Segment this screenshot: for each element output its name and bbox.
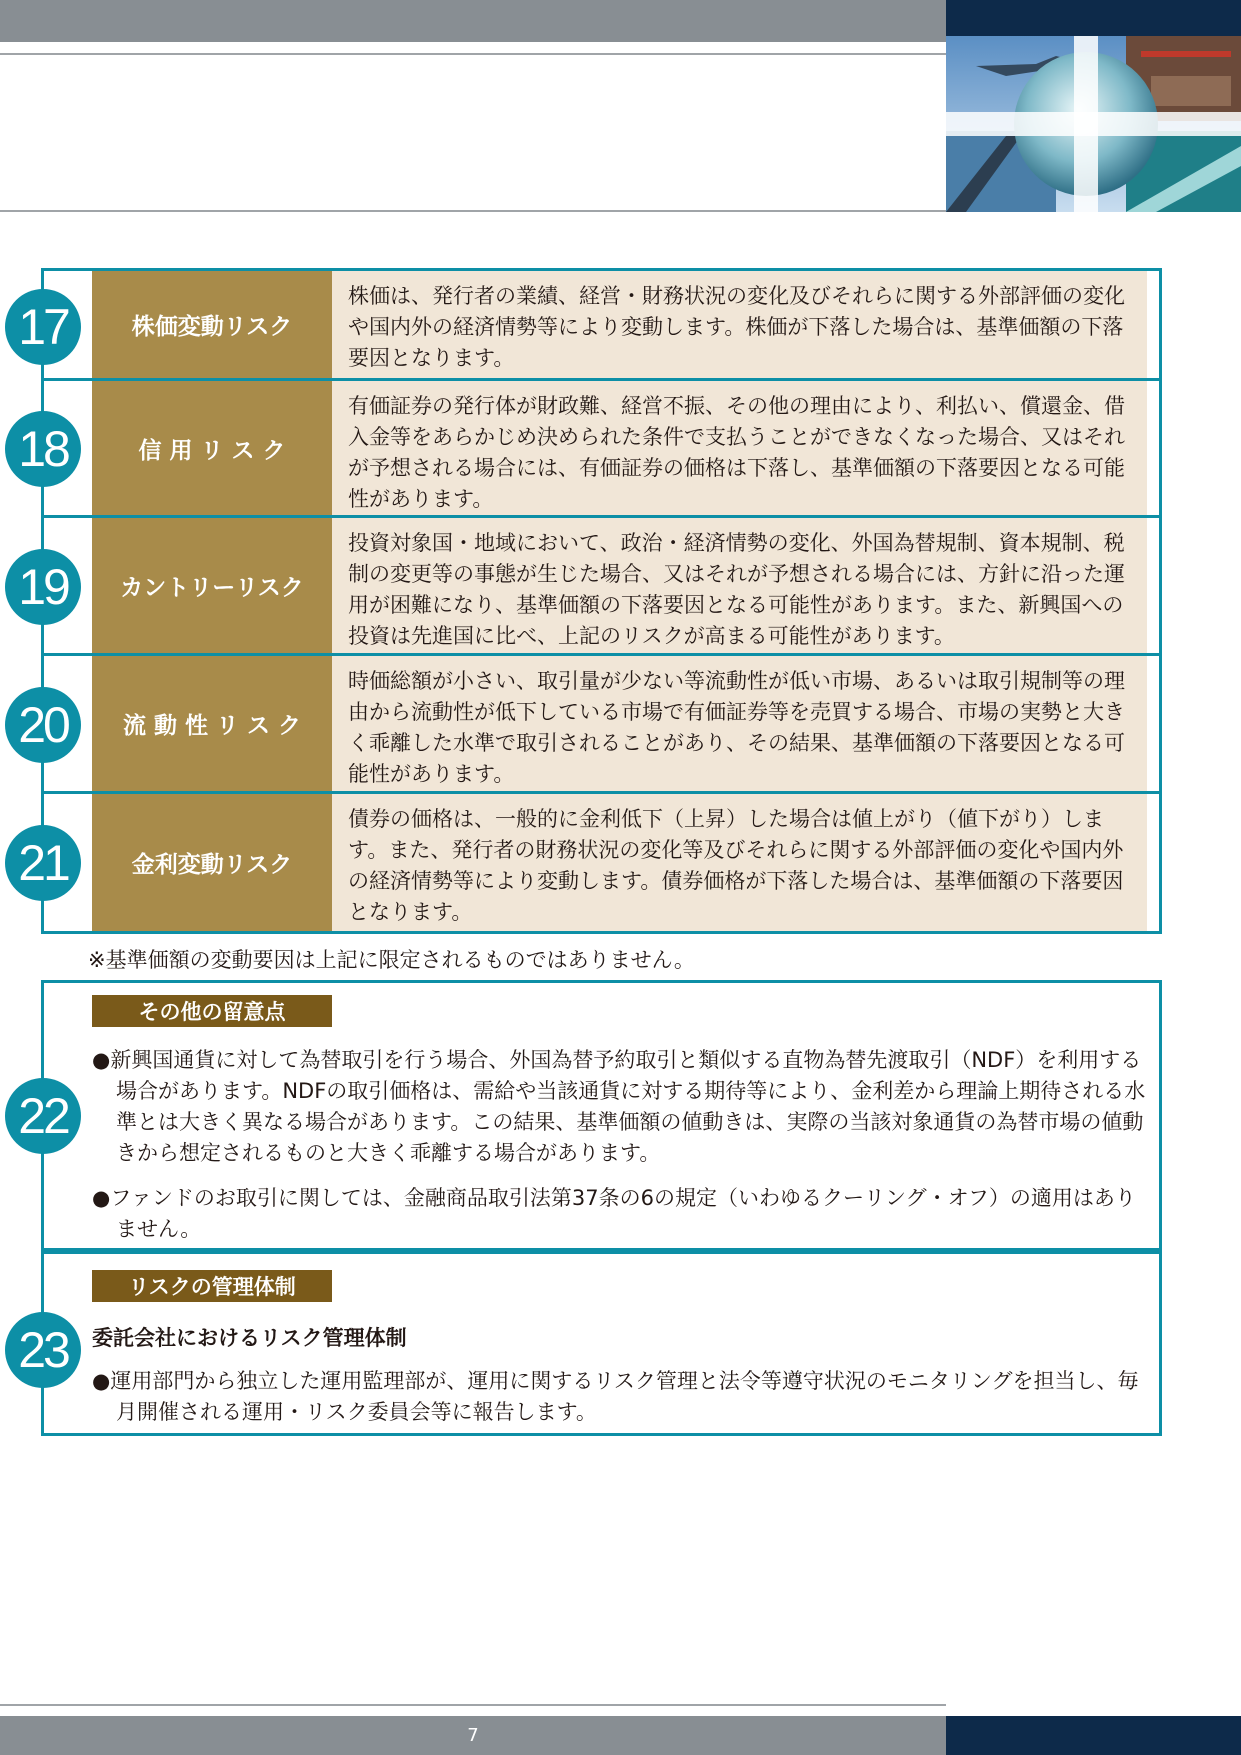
management-box <box>41 1251 1162 1436</box>
risk-name: カントリーリスク <box>92 518 332 653</box>
header-accent <box>946 0 1241 36</box>
risk-table <box>41 268 1162 934</box>
risk-row <box>44 515 1159 653</box>
header-bar <box>0 0 946 42</box>
section-number-badge: 22 <box>5 1078 81 1154</box>
section-tag: その他の留意点 <box>92 995 332 1027</box>
risk-number-badge: 21 <box>5 825 81 901</box>
section-tag: リスクの管理体制 <box>92 1270 332 1302</box>
footnote: ※基準価額の変動要因は上記に限定されるものではありません。 <box>88 948 695 972</box>
management-subhead: 委託会社におけるリスク管理体制 <box>92 1326 407 1350</box>
risk-name: 信 用 リ ス ク <box>92 381 332 515</box>
footer-rule <box>0 1704 946 1706</box>
risk-row <box>44 378 1159 515</box>
header-globe-image <box>946 36 1241 212</box>
footer-bar <box>0 1716 946 1755</box>
risk-name: 流 動 性 リ ス ク <box>92 656 332 791</box>
risk-row <box>44 271 1159 378</box>
risk-name: 金利変動リスク <box>92 794 332 931</box>
section-number-badge: 23 <box>5 1312 81 1388</box>
header-rule <box>0 53 946 55</box>
footer-accent <box>946 1716 1241 1755</box>
note-item: ●ファンドのお取引に関しては、金融商品取引法第37条の6の規定（いわゆるクーリング・オフ）の適用はありません。 <box>92 1186 1136 1241</box>
note-item: ●新興国通貨に対して為替取引を行う場合、外国為替予約取引と類似する直物為替先渡取引（NDF）を利用する場合があります。NDFの取引価格は、需給や当該通貨に対する期待等により、金利差から理論上期待される水準とは大きく異なる場合があります。この結果、基準価額の値動きは、実際の当該対象通貨の為替市場の値動きから想定されるものと大きく乖離する場合があります。 <box>92 1048 1146 1165</box>
risk-description: 投資対象国・地域において、政治・経済情勢の変化、外国為替規制、資本規制、税制の変更等の事態が生じた場合、又はそれが予想される場合には、方針に沿った運用が困難になり、基準価額の下落要因となる可能性があります。また、新興国への投資は先進国に比べ、上記のリスクが高まる可能性があります。 <box>332 518 1147 653</box>
management-item: ●運用部門から独立した運用監理部が、運用に関するリスク管理と法令等遵守状況のモニタリングを担当し、毎月開催される運用・リスク委員会等に報告します。 <box>92 1369 1139 1424</box>
header-rule-bottom <box>0 210 946 212</box>
page-number: 7 <box>467 1725 479 1746</box>
risk-number-badge: 20 <box>5 687 81 763</box>
risk-number-badge: 19 <box>5 549 81 625</box>
risk-number-badge: 17 <box>5 289 81 365</box>
notes-box <box>41 980 1162 1251</box>
risk-description: 債券の価格は、一般的に金利低下（上昇）した場合は値上がり（値下がり）します。また、発行者の財務状況の変化等及びそれらに関する外部評価の変化や国内外の経済情勢等により変動します。債券価格が下落した場合は、基準価額の下落要因となります。 <box>332 794 1147 931</box>
risk-name: 株価変動リスク <box>92 271 332 378</box>
risk-row <box>44 653 1159 791</box>
risk-number-badge: 18 <box>5 411 81 487</box>
risk-description: 有価証券の発行体が財政難、経営不振、その他の理由により、利払い、償還金、借入金等をあらかじめ決められた条件で支払うことができなくなった場合、又はそれが予想される場合には、有価証券の価格は下落し、基準価額の下落要因となる可能性があります。 <box>332 381 1147 515</box>
risk-description: 時価総額が小さい、取引量が少ない等流動性が低い市場、あるいは取引規制等の理由から流動性が低下している市場で有価証券等を売買する場合、市場の実勢と大きく乖離した水準で取引されることがあり、その結果、基準価額の下落要因となる可能性があります。 <box>332 656 1147 791</box>
risk-row <box>44 791 1159 931</box>
risk-description: 株価は、発行者の業績、経営・財務状況の変化及びそれらに関する外部評価の変化や国内外の経済情勢等により変動します。株価が下落した場合は、基準価額の下落要因となります。 <box>332 271 1147 378</box>
